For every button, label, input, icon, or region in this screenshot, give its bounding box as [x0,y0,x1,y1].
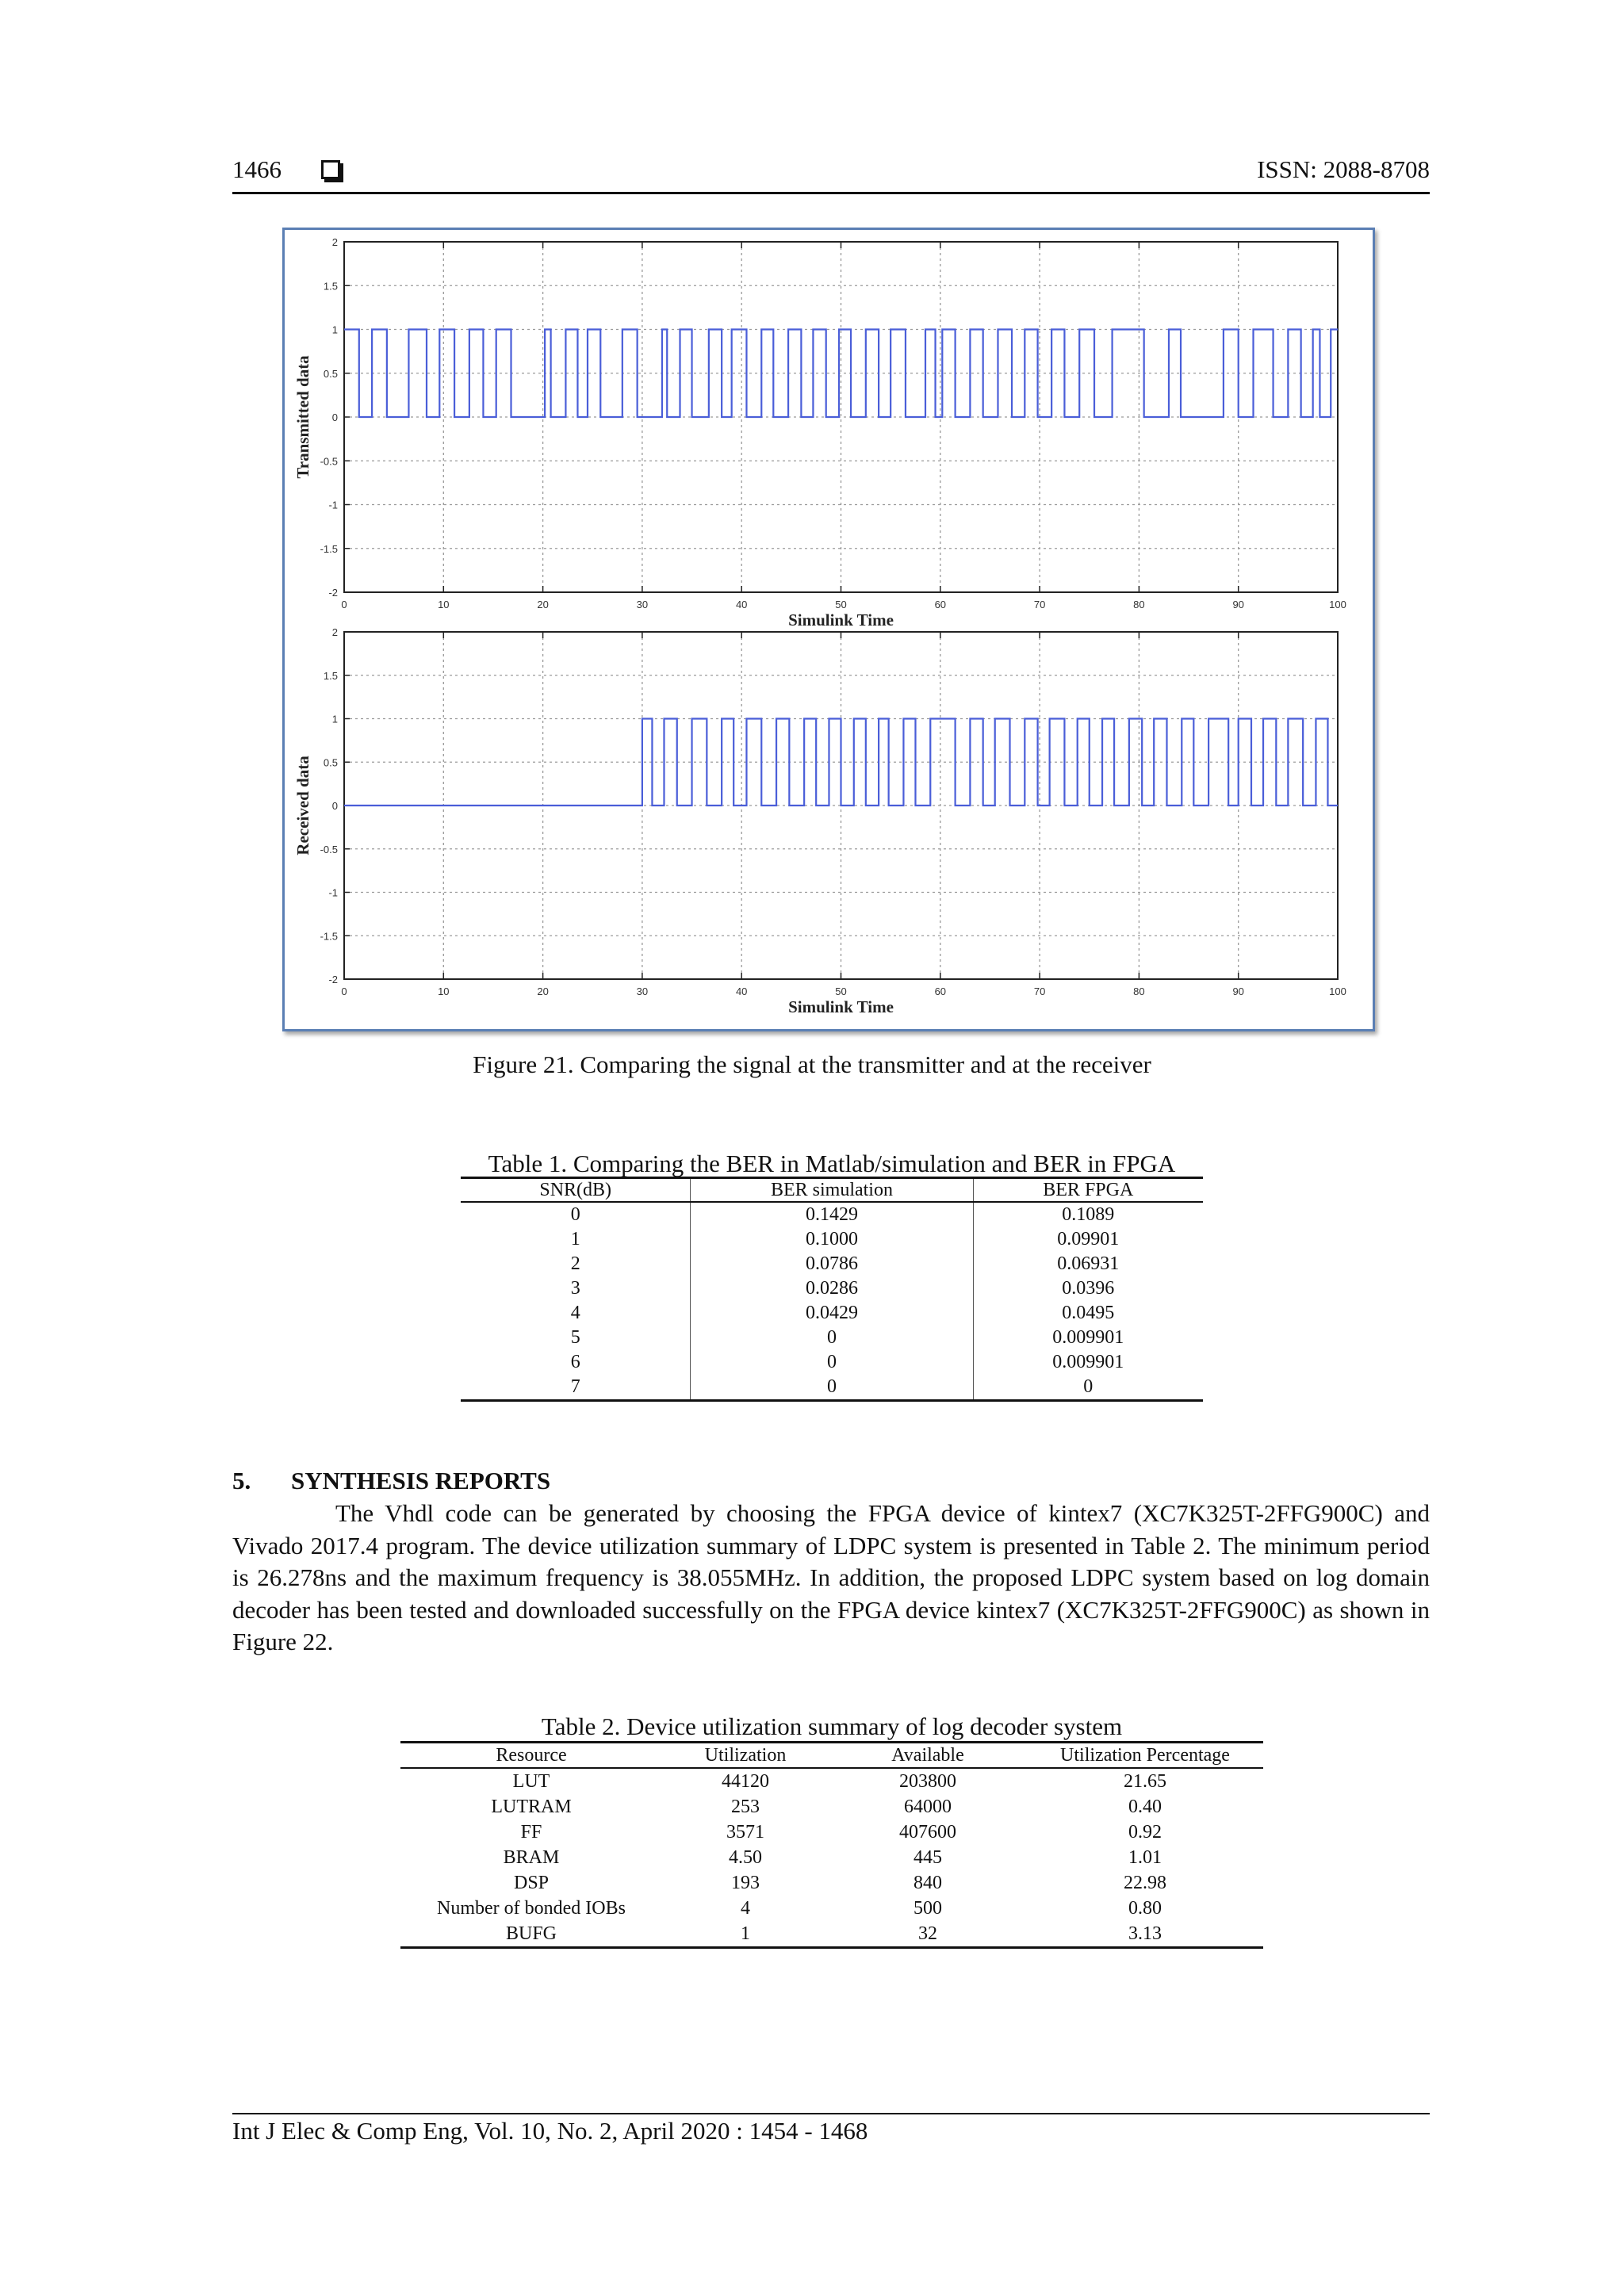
table2-header: Available [829,1743,1027,1769]
table-cell: 193 [731,1873,760,1893]
table-row [400,1768,1263,1794]
table-cell: 0 [570,1204,580,1225]
table-cell: 0.06931 [1057,1253,1120,1274]
table-cell: 5 [570,1327,580,1348]
table-row [461,1202,1203,1227]
table-cell: 0.80 [1128,1898,1162,1919]
table2-header: Utilization Percentage [1027,1743,1263,1769]
table-cell: 0.1089 [1062,1204,1115,1225]
section-number: 5. [232,1467,251,1494]
section-heading [232,1467,550,1495]
table-row [461,1252,1203,1276]
table1-header-row [461,1178,1203,1203]
section-title: SYNTHESIS REPORTS [291,1467,551,1494]
table-cell: 64000 [904,1797,952,1817]
table-cell: 4.50 [729,1847,762,1868]
x-tick-label: 70 [1033,985,1046,997]
y-axis-label: Transmitted data [293,355,312,479]
section-paragraph: The Vhdl code can be generated by choosing the FPGA device of kintex7 (XC7K325T-2FFG900C) and Vivado 2017.4 program. The device utilization summary of LDPC system is presented in Table 2. The minimum period is 26.278ns and the maximum frequency is 38.055MHz. In addition, the proposed LDPC system based on log domain decoder has been tested and downloaded successfully on the FPGA device kintex7 (XC7K325T-2FFG900C) as shown in Figure 22. [232,1499,1430,1655]
header-rule [232,192,1430,194]
y-tick-label: -1.5 [320,930,338,943]
y-tick-label: 2 [331,626,338,638]
table1 [461,1177,1203,1402]
table-row [461,1276,1203,1301]
x-tick-label: 60 [934,599,947,610]
table-row [400,1794,1263,1820]
x-tick-label: 100 [1329,985,1346,997]
y-tick-label: -0.5 [320,843,338,855]
table1-caption: Table 1. Comparing the BER in Matlab/simulation and BER in FPGA [488,1150,1176,1177]
figure-plots [285,230,1373,1029]
x-tick-label: 10 [438,985,450,997]
page-header [232,155,1430,192]
table-cell: 407600 [899,1822,956,1843]
table-cell: 203800 [899,1771,956,1792]
table2-header-row [400,1743,1263,1769]
table-cell: 253 [731,1797,760,1817]
x-tick-label: 90 [1232,599,1244,610]
table2-header: Utilization [662,1743,829,1769]
table1-header: BER FPGA [973,1178,1203,1203]
table-cell: 500 [914,1898,942,1919]
x-tick-label: 10 [438,599,450,610]
table2 [400,1741,1263,1949]
table-cell: 1 [570,1229,580,1249]
table-cell: Number of bonded IOBs [437,1898,626,1919]
x-tick-label: 0 [341,599,347,610]
x-tick-label: 0 [341,985,347,997]
table-cell: 0.92 [1128,1822,1162,1843]
table-row [400,1896,1263,1921]
table-row [400,1845,1263,1870]
table-cell: 21.65 [1124,1771,1166,1792]
y-tick-label: -1 [328,499,338,511]
table2-caption: Table 2. Device utilization summary of log decoder system [541,1712,1123,1740]
y-tick-label: -1 [328,886,338,899]
table-row [461,1375,1203,1401]
table-cell: 0.0786 [691,1252,973,1276]
table-cell: 1 [662,1921,829,1948]
x-tick-label: 60 [934,985,947,997]
x-axis-label: Simulink Time [788,997,894,1016]
table-cell: 0.009901 [1052,1327,1124,1348]
table-cell: LUTRAM [491,1797,572,1817]
x-axis-label: Simulink Time [788,610,894,629]
table-cell: 0 [973,1375,1203,1401]
y-tick-label: 2 [331,236,338,248]
table-cell: 0 [691,1375,973,1401]
table-cell: 0.009901 [1052,1352,1124,1372]
table-cell: 32 [829,1921,1027,1948]
table-cell: 22.98 [1124,1873,1166,1893]
page-footer: Int J Elec & Comp Eng, Vol. 10, No. 2, April 2020 : 1454 - 1468 [232,2117,868,2145]
table-row [400,1870,1263,1896]
x-tick-label: 90 [1232,985,1244,997]
y-tick-label: 1 [331,323,338,336]
y-tick-label: -1.5 [320,542,338,555]
y-tick-label: 0 [331,800,338,812]
table2-header: Resource [400,1743,662,1769]
table-cell: 0.0429 [691,1301,973,1326]
table-row [461,1301,1203,1326]
y-tick-label: 0.5 [323,756,338,769]
table-row [461,1326,1203,1350]
table-cell: 3 [570,1278,580,1299]
table-cell: 7 [461,1375,691,1401]
y-tick-label: 1.5 [323,669,338,682]
x-tick-label: 30 [636,599,649,610]
y-tick-label: 1 [331,713,338,725]
table1-header: SNR(dB) [461,1178,691,1203]
table-cell: BRAM [503,1847,560,1868]
x-tick-label: 30 [636,985,649,997]
table-cell: 3.13 [1027,1921,1263,1948]
x-tick-label: 80 [1133,985,1145,997]
table-cell: 2 [570,1253,580,1274]
y-axis-label: Received data [293,756,312,855]
table-cell: 0.1429 [691,1202,973,1227]
x-tick-label: 20 [537,599,549,610]
x-tick-label: 20 [537,985,549,997]
x-tick-label: 70 [1033,599,1046,610]
table-row [461,1227,1203,1252]
table-cell: 4 [741,1898,750,1919]
table-cell: FF [520,1822,542,1843]
table-row [400,1820,1263,1845]
table-cell: BUFG [400,1921,662,1948]
footer-rule [232,2113,1430,2114]
issn: ISSN: 2088-8708 [1257,155,1430,183]
table-cell: 0 [691,1326,973,1350]
y-tick-label: -2 [328,587,338,599]
table-cell: 0.1000 [691,1227,973,1252]
table-cell: 6 [570,1352,580,1372]
x-tick-label: 50 [835,599,847,610]
table-cell: 840 [914,1873,942,1893]
y-tick-label: -0.5 [320,455,338,468]
table-cell: 1.01 [1128,1847,1162,1868]
table-cell: 445 [914,1847,942,1868]
y-tick-label: -2 [328,974,338,985]
y-tick-label: 1.5 [323,280,338,293]
figure-21 [282,228,1375,1031]
table-cell: 44120 [722,1771,769,1792]
table-cell: 0.0396 [1062,1278,1115,1299]
table-row [400,1921,1263,1948]
table-cell: 0.40 [1128,1797,1162,1817]
table-cell: 3571 [726,1822,764,1843]
table-cell: 4 [570,1303,580,1323]
table-cell: 0.0495 [1062,1303,1115,1323]
x-tick-label: 100 [1329,599,1346,610]
x-tick-label: 50 [835,985,847,997]
y-tick-label: 0 [331,411,338,423]
table-cell: LUT [512,1771,550,1792]
figure-caption: Figure 21. Comparing the signal at the transmitter and at the receiver [473,1050,1151,1078]
x-tick-label: 80 [1133,599,1145,610]
square-bullet-icon [321,160,340,179]
x-tick-label: 40 [735,599,748,610]
y-tick-label: 0.5 [323,367,338,380]
table-cell: 0.09901 [1057,1229,1120,1249]
table-cell: DSP [513,1873,550,1893]
table1-header: BER simulation [691,1178,973,1203]
page-number: 1466 [232,155,282,183]
table-cell: 0.0286 [691,1276,973,1301]
x-tick-label: 40 [735,985,748,997]
table-row [461,1350,1203,1375]
table-cell: 0 [691,1350,973,1375]
